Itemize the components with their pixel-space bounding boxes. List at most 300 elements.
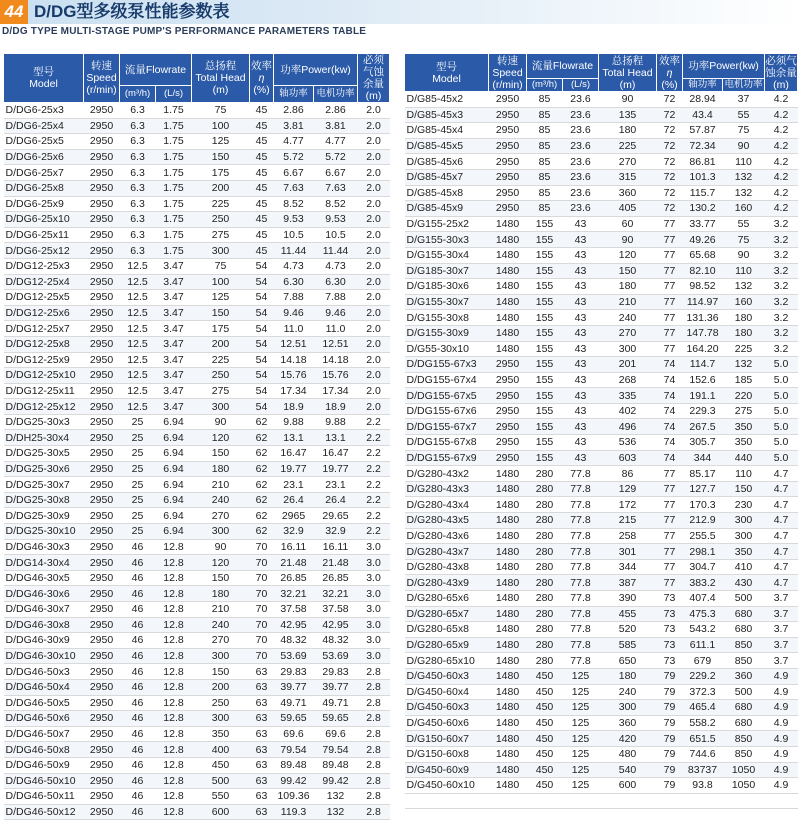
cell-npsh: 3.7 [765, 637, 798, 653]
cell-flow-ls: 125 [563, 778, 599, 794]
table-row [4, 773, 390, 789]
cell-model: D/G85-45x8 [405, 185, 489, 201]
cell-speed: 2950 [489, 388, 527, 404]
cell-motor-power: 680 [723, 715, 765, 731]
page-subtitle: D/DG TYPE MULTI-STAGE PUMP'S PERFORMANCE PARAMETERS TABLE [2, 26, 367, 37]
cell-speed: 2950 [489, 201, 527, 217]
cell-motor-power: 55 [723, 216, 765, 232]
cell-model: D/DG6-25x9 [4, 196, 84, 212]
cell-motor-power: 680 [723, 606, 765, 622]
cell-efficiency: 79 [657, 731, 683, 747]
cell-efficiency: 77 [657, 513, 683, 529]
cell-flow-ls: 6.94 [156, 414, 192, 430]
cell-shaft-power: 32.21 [274, 586, 314, 602]
cell-speed: 1480 [489, 481, 527, 497]
cell-efficiency: 77 [657, 247, 683, 263]
cell-speed: 2950 [84, 180, 120, 196]
cell-head: 120 [192, 555, 250, 571]
cell-shaft-power: 2.86 [274, 103, 314, 119]
table-row [4, 336, 390, 352]
cell-flow-m3h: 6.3 [120, 118, 156, 134]
cell-npsh: 2.0 [358, 134, 390, 150]
cell-motor-power: 14.18 [314, 352, 358, 368]
col-flow-ls: (L/s) [563, 79, 599, 92]
cell-motor-power: 23.1 [314, 477, 358, 493]
cell-efficiency: 77 [657, 325, 683, 341]
table-row [4, 383, 390, 399]
cell-motor-power: 16.47 [314, 446, 358, 462]
cell-flow-m3h: 46 [120, 679, 156, 695]
cell-model: D/DG46-50x8 [4, 742, 84, 758]
cell-flow-ls: 6.94 [156, 430, 192, 446]
cell-flow-m3h: 85 [527, 169, 563, 185]
table-row [405, 606, 798, 622]
cell-head: 90 [599, 92, 657, 108]
cell-motor-power: 19.77 [314, 461, 358, 477]
cell-speed: 2950 [489, 92, 527, 108]
cell-efficiency: 77 [657, 294, 683, 310]
cell-model: D/DG6-25x12 [4, 243, 84, 259]
cell-flow-ls: 77.8 [563, 513, 599, 529]
cell-speed: 2950 [84, 648, 120, 664]
cell-shaft-power: 101.3 [683, 169, 723, 185]
cell-shaft-power: 59.65 [274, 711, 314, 727]
cell-head: 387 [599, 575, 657, 591]
cell-speed: 1480 [489, 700, 527, 716]
col-head: 总扬程 Total Head (m) [192, 54, 250, 103]
cell-shaft-power: 43.4 [683, 107, 723, 123]
cell-model: D/DG46-50x3 [4, 664, 84, 680]
cell-model: D/G155-30x9 [405, 325, 489, 341]
empty-cell [405, 793, 489, 809]
cell-motor-power: 7.63 [314, 180, 358, 196]
table-row [4, 508, 390, 524]
cell-head: 200 [192, 336, 250, 352]
cell-npsh: 3.2 [765, 310, 798, 326]
cell-efficiency: 62 [250, 414, 274, 430]
table-row [405, 746, 798, 762]
cell-npsh: 4.2 [765, 107, 798, 123]
cell-efficiency: 54 [250, 368, 274, 384]
cell-flow-m3h: 155 [527, 247, 563, 263]
cell-npsh: 2.2 [358, 414, 390, 430]
cell-motor-power: 132 [723, 279, 765, 295]
cell-flow-ls: 77.8 [563, 559, 599, 575]
cell-flow-m3h: 46 [120, 757, 156, 773]
cell-flow-m3h: 12.5 [120, 274, 156, 290]
cell-flow-m3h: 6.3 [120, 212, 156, 228]
table-row [405, 247, 798, 263]
cell-npsh: 2.2 [358, 492, 390, 508]
cell-npsh: 4.7 [765, 497, 798, 513]
cell-npsh: 3.2 [765, 341, 798, 357]
cell-motor-power: 180 [723, 310, 765, 326]
cell-head: 500 [192, 773, 250, 789]
cell-flow-ls: 12.8 [156, 804, 192, 820]
cell-motor-power: 275 [723, 403, 765, 419]
table-row [4, 742, 390, 758]
cell-shaft-power: 127.7 [683, 481, 723, 497]
table-row [405, 591, 798, 607]
table-row [4, 711, 390, 727]
cell-npsh: 5.0 [765, 450, 798, 466]
cell-motor-power: 110 [723, 263, 765, 279]
cell-npsh: 2.2 [358, 508, 390, 524]
cell-npsh: 2.2 [358, 446, 390, 462]
cell-model: D/DG155-67x8 [405, 435, 489, 451]
cell-shaft-power: 4.77 [274, 134, 314, 150]
cell-shaft-power: 152.6 [683, 372, 723, 388]
table-row [405, 450, 798, 466]
cell-head: 180 [192, 461, 250, 477]
cell-efficiency: 45 [250, 118, 274, 134]
table-row [4, 570, 390, 586]
cell-speed: 1480 [489, 341, 527, 357]
cell-motor-power: 37 [723, 92, 765, 108]
cell-motor-power: 220 [723, 388, 765, 404]
cell-model: D/G450-60x9 [405, 762, 489, 778]
cell-model: D/DG46-30x9 [4, 633, 84, 649]
cell-model: D/DG155-67x3 [405, 357, 489, 373]
col-flow-m3h: (m³/h) [120, 86, 156, 103]
cell-flow-m3h: 85 [527, 185, 563, 201]
table-row [4, 321, 390, 337]
cell-shaft-power: 3.81 [274, 118, 314, 134]
cell-motor-power: 300 [723, 513, 765, 529]
cell-flow-ls: 23.6 [563, 185, 599, 201]
cell-motor-power: 39.77 [314, 679, 358, 695]
cell-model: D/DG25-30x10 [4, 524, 84, 540]
cell-npsh: 3.0 [358, 617, 390, 633]
cell-npsh: 4.2 [765, 201, 798, 217]
cell-flow-m3h: 155 [527, 325, 563, 341]
cell-flow-ls: 125 [563, 684, 599, 700]
cell-efficiency: 45 [250, 180, 274, 196]
cell-shaft-power: 42.95 [274, 617, 314, 633]
cell-flow-ls: 43 [563, 325, 599, 341]
cell-flow-ls: 1.75 [156, 212, 192, 228]
cell-flow-ls: 43 [563, 232, 599, 248]
table-row [405, 778, 798, 794]
table-row [4, 539, 390, 555]
cell-speed: 2950 [84, 586, 120, 602]
cell-flow-m3h: 25 [120, 446, 156, 462]
cell-flow-ls: 23.6 [563, 138, 599, 154]
cell-shaft-power: 83737 [683, 762, 723, 778]
table-row [405, 435, 798, 451]
cell-shaft-power: 611.1 [683, 637, 723, 653]
table-row [405, 466, 798, 482]
cell-head: 200 [192, 180, 250, 196]
cell-head: 60 [599, 216, 657, 232]
cell-flow-ls: 77.8 [563, 575, 599, 591]
cell-npsh: 2.0 [358, 352, 390, 368]
cell-npsh: 3.0 [358, 602, 390, 618]
cell-efficiency: 62 [250, 508, 274, 524]
cell-head: 180 [192, 586, 250, 602]
cell-model: D/DG25-30x6 [4, 461, 84, 477]
cell-speed: 2950 [84, 399, 120, 415]
cell-shaft-power: 267.5 [683, 419, 723, 435]
cell-efficiency: 72 [657, 154, 683, 170]
cell-npsh: 3.2 [765, 325, 798, 341]
cell-efficiency: 79 [657, 778, 683, 794]
cell-npsh: 2.0 [358, 118, 390, 134]
table-row [405, 185, 798, 201]
cell-npsh: 2.0 [358, 258, 390, 274]
cell-model: D/DG12-25x5 [4, 290, 84, 306]
col-head: 总扬程 Total Head (m) [599, 54, 657, 92]
cell-speed: 1480 [489, 606, 527, 622]
cell-npsh: 3.0 [358, 570, 390, 586]
cell-efficiency: 72 [657, 92, 683, 108]
cell-flow-ls: 43 [563, 279, 599, 295]
cell-flow-ls: 12.8 [156, 617, 192, 633]
cell-shaft-power: 383.2 [683, 575, 723, 591]
cell-speed: 1480 [489, 247, 527, 263]
col-shaft-power: 轴功率 [274, 86, 314, 103]
cell-shaft-power: 114.97 [683, 294, 723, 310]
cell-model: D/DG46-50x12 [4, 804, 84, 820]
table-row [4, 180, 390, 196]
cell-npsh: 2.8 [358, 695, 390, 711]
cell-shaft-power: 229.3 [683, 403, 723, 419]
cell-model: D/DG6-25x3 [4, 103, 84, 119]
cell-shaft-power: 39.77 [274, 679, 314, 695]
cell-model: D/DG155-67x9 [405, 450, 489, 466]
cell-head: 300 [192, 648, 250, 664]
cell-head: 210 [192, 477, 250, 493]
cell-flow-ls: 77.8 [563, 591, 599, 607]
cell-shaft-power: 212.9 [683, 513, 723, 529]
cell-flow-m3h: 450 [527, 762, 563, 778]
cell-npsh: 3.0 [358, 586, 390, 602]
cell-head: 240 [192, 492, 250, 508]
table-row [405, 762, 798, 778]
cell-speed: 2950 [84, 368, 120, 384]
cell-speed: 2950 [84, 570, 120, 586]
cell-shaft-power: 305.7 [683, 435, 723, 451]
cell-efficiency: 45 [250, 227, 274, 243]
cell-flow-ls: 23.6 [563, 201, 599, 217]
cell-efficiency: 72 [657, 138, 683, 154]
cell-shaft-power: 131.36 [683, 310, 723, 326]
table-row [405, 232, 798, 248]
table-row [4, 212, 390, 228]
table-row [405, 372, 798, 388]
cell-motor-power: 150 [723, 481, 765, 497]
cell-flow-ls: 12.8 [156, 555, 192, 571]
cell-motor-power: 360 [723, 668, 765, 684]
cell-model: D/DH25-30x4 [4, 430, 84, 446]
cell-motor-power: 90 [723, 138, 765, 154]
cell-model: D/G280-65x7 [405, 606, 489, 622]
cell-model: D/DG25-30x8 [4, 492, 84, 508]
cell-flow-m3h: 155 [527, 357, 563, 373]
cell-efficiency: 45 [250, 149, 274, 165]
cell-flow-ls: 125 [563, 715, 599, 731]
cell-shaft-power: 53.69 [274, 648, 314, 664]
cell-shaft-power: 33.77 [683, 216, 723, 232]
cell-efficiency: 63 [250, 726, 274, 742]
table-row [405, 388, 798, 404]
col-flow-ls: (L/s) [156, 86, 192, 103]
cell-shaft-power: 298.1 [683, 544, 723, 560]
cell-shaft-power: 407.4 [683, 591, 723, 607]
cell-speed: 1480 [489, 668, 527, 684]
cell-speed: 1480 [489, 746, 527, 762]
cell-flow-m3h: 280 [527, 622, 563, 638]
cell-head: 150 [192, 570, 250, 586]
cell-flow-ls: 43 [563, 450, 599, 466]
cell-speed: 2950 [84, 492, 120, 508]
cell-motor-power: 500 [723, 684, 765, 700]
cell-motor-power: 132 [723, 185, 765, 201]
cell-shaft-power: 744.6 [683, 746, 723, 762]
cell-speed: 2950 [489, 154, 527, 170]
cell-shaft-power: 72.34 [683, 138, 723, 154]
cell-efficiency: 54 [250, 321, 274, 337]
cell-npsh: 4.2 [765, 123, 798, 139]
cell-npsh: 4.7 [765, 544, 798, 560]
cell-efficiency: 72 [657, 201, 683, 217]
table-row [405, 497, 798, 513]
table-row [4, 446, 390, 462]
col-motor-power: 电机功率 [724, 79, 763, 90]
table-row [4, 789, 390, 805]
cell-flow-m3h: 46 [120, 539, 156, 555]
cell-flow-ls: 3.47 [156, 258, 192, 274]
cell-model: D/DG46-30x8 [4, 617, 84, 633]
cell-motor-power: 11.44 [314, 243, 358, 259]
cell-motor-power: 26.4 [314, 492, 358, 508]
cell-npsh: 4.7 [765, 513, 798, 529]
table-row [4, 461, 390, 477]
cell-speed: 2950 [84, 212, 120, 228]
cell-npsh: 4.2 [765, 185, 798, 201]
cell-head: 315 [599, 169, 657, 185]
cell-shaft-power: 170.3 [683, 497, 723, 513]
cell-efficiency: 45 [250, 103, 274, 119]
cell-head: 225 [192, 196, 250, 212]
cell-head: 240 [192, 617, 250, 633]
table-row [4, 243, 390, 259]
cell-flow-m3h: 155 [527, 232, 563, 248]
table-row [4, 586, 390, 602]
cell-speed: 2950 [489, 123, 527, 139]
table-row [4, 196, 390, 212]
cell-shaft-power: 558.2 [683, 715, 723, 731]
cell-npsh: 2.8 [358, 804, 390, 820]
cell-speed: 2950 [84, 477, 120, 493]
cell-head: 240 [599, 310, 657, 326]
cell-efficiency: 70 [250, 648, 274, 664]
table-row [4, 305, 390, 321]
cell-npsh: 2.0 [358, 149, 390, 165]
cell-flow-ls: 43 [563, 357, 599, 373]
cell-motor-power: 132 [723, 169, 765, 185]
cell-model: D/G85-45x7 [405, 169, 489, 185]
cell-flow-ls: 12.8 [156, 664, 192, 680]
cell-speed: 1480 [489, 513, 527, 529]
cell-shaft-power: 79.54 [274, 742, 314, 758]
cell-npsh: 4.7 [765, 559, 798, 575]
cell-npsh: 4.9 [765, 762, 798, 778]
cell-speed: 2950 [84, 118, 120, 134]
cell-shaft-power: 164.20 [683, 341, 723, 357]
cell-head: 402 [599, 403, 657, 419]
cell-head: 390 [599, 591, 657, 607]
cell-flow-ls: 6.94 [156, 524, 192, 540]
cell-head: 250 [192, 695, 250, 711]
cell-speed: 1480 [489, 715, 527, 731]
cell-npsh: 2.0 [358, 290, 390, 306]
table-row [405, 684, 798, 700]
table-row [4, 757, 390, 773]
table-row [4, 679, 390, 695]
cell-npsh: 2.2 [358, 524, 390, 540]
cell-npsh: 5.0 [765, 419, 798, 435]
cell-speed: 2950 [84, 789, 120, 805]
cell-flow-m3h: 12.5 [120, 352, 156, 368]
cell-shaft-power: 372.3 [683, 684, 723, 700]
cell-head: 301 [599, 544, 657, 560]
cell-flow-ls: 3.47 [156, 321, 192, 337]
cell-efficiency: 70 [250, 555, 274, 571]
cell-model: D/G280-43x8 [405, 559, 489, 575]
cell-shaft-power: 475.3 [683, 606, 723, 622]
cell-model: D/DG6-25x8 [4, 180, 84, 196]
cell-npsh: 2.8 [358, 757, 390, 773]
cell-model: D/DG12-25x4 [4, 274, 84, 290]
cell-efficiency: 54 [250, 336, 274, 352]
cell-flow-m3h: 25 [120, 477, 156, 493]
cell-head: 90 [599, 232, 657, 248]
cell-head: 215 [599, 513, 657, 529]
cell-speed: 2950 [84, 446, 120, 462]
cell-head: 603 [599, 450, 657, 466]
cell-flow-ls: 12.8 [156, 648, 192, 664]
cell-npsh: 4.9 [765, 778, 798, 794]
cell-flow-m3h: 6.3 [120, 165, 156, 181]
cell-head: 520 [599, 622, 657, 638]
table-row [4, 477, 390, 493]
cell-head: 650 [599, 653, 657, 669]
cell-head: 258 [599, 528, 657, 544]
table-row [405, 357, 798, 373]
cell-shaft-power: 9.46 [274, 305, 314, 321]
cell-efficiency: 72 [657, 185, 683, 201]
cell-model: D/DG46-50x5 [4, 695, 84, 711]
cell-npsh: 4.7 [765, 481, 798, 497]
cell-npsh: 4.2 [765, 154, 798, 170]
cell-shaft-power: 21.48 [274, 555, 314, 571]
cell-flow-ls: 6.94 [156, 492, 192, 508]
cell-motor-power: 9.53 [314, 212, 358, 228]
cell-motor-power: 160 [723, 294, 765, 310]
cell-head: 150 [192, 305, 250, 321]
cell-motor-power: 90 [723, 247, 765, 263]
cell-flow-m3h: 25 [120, 524, 156, 540]
cell-flow-ls: 43 [563, 435, 599, 451]
cell-head: 300 [192, 399, 250, 415]
cell-speed: 2950 [84, 508, 120, 524]
cell-motor-power: 300 [723, 528, 765, 544]
cell-efficiency: 54 [250, 274, 274, 290]
cell-model: D/G280-43x5 [405, 513, 489, 529]
cell-head: 300 [599, 341, 657, 357]
cell-model: D/DG46-50x9 [4, 757, 84, 773]
